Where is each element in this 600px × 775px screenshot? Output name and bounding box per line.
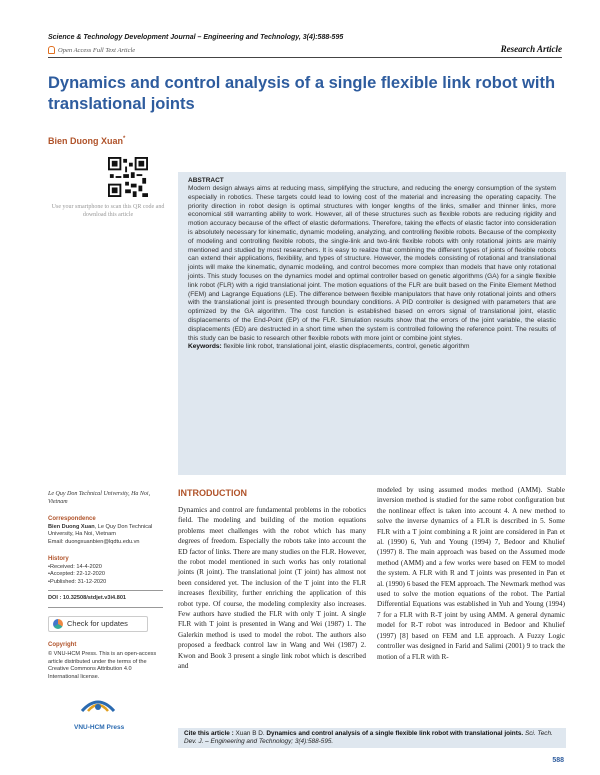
history-received: • Received: 14-4-2020 <box>48 564 163 572</box>
sidebar-divider <box>48 607 163 608</box>
abstract-body <box>188 185 556 352</box>
correspondence-heading: Correspondence <box>48 516 96 522</box>
qr-caption: Use your smartphone to scan this QR code and download this article <box>51 204 165 218</box>
history-accepted: • Accepted: 22-12-2020 <box>48 571 163 579</box>
correspondence-details <box>48 524 163 539</box>
introduction-paragraph-left: Dynamics and control are fundamental problems in the robotics field. The modeling and building of the motion equations problems meet challenges with the robot which has many degrees of freedom. Especially the robots take into account the ED factor of links. There are many studies on the FLR. However, the robot model mentioned in such works has only rotational joints (R joint). The translational joint (T joint) has almost not been considered yet. The inclusion of the T joint into the FLR increases flexibility, further enriching the application of this robot type. Of course, the modeling complexity also increases. Few authors have studied the FLR with only T joint. A single FLR with T joint is presented in Wang and Wei (1987) 1. The Galerkin method is used to model the robot. The authors also proposed a feedback control law in Wang and Wei (1987) 2. Kwon and Book 3 present a single link robot which is described and <box>178 506 367 671</box>
author-name-text: Bien Duong Xuan <box>48 136 123 146</box>
journal-header: Science & Technology Development Journal – Engineering and Technology, 3(4):588-595 <box>48 34 344 41</box>
doi-link[interactable]: DOI : 10.32508/stdjet.v3i4.801 <box>48 595 127 601</box>
open-access-text: Open Access Full Text Article <box>58 46 136 54</box>
check-for-updates-button[interactable] <box>48 616 148 632</box>
affiliation: Le Quy Don Technical University, Ha Noi, Vietnam <box>48 491 151 505</box>
correspondent-affiliation: , Le Quy Don Technical University, Ha Noi, Vietnam <box>48 523 153 537</box>
open-access-label <box>48 46 135 54</box>
citation-authors: Xuan B D. <box>235 730 265 737</box>
correspondent-name: Bien Duong Xuan <box>48 523 95 530</box>
citation-box <box>178 728 566 748</box>
article-title: Dynamics and control analysis of a single flexible link robot with translational joints <box>48 74 556 113</box>
history-heading: History <box>48 556 69 562</box>
vnu-hcm-press-logo-icon <box>78 689 118 719</box>
body-column-right <box>377 485 565 662</box>
abstract-text: Modern design always aims at reducing mass, simplifying the structure, and reducing the energy consumption of the system especially in robotics. These targets could lead to lowing cost of the material and increasing the operating capacity. The priority direction in robot design is optimal structures with longer lengths of the links, smaller and thinner links, more economical still warranting ability to work. However, all of these structures such as flexible robots are reducing rigidity and motion accuracy because of the effect of elastic deformations. Therefore, taking the effects of elastic factor into consideration is absolutely necessary for kinematic, dynamic modeling, analyzing, and controlling flexible robots. Because of the complexity of modeling and controlling flexible robots, the single-link and two-link flexible robots with only rotational joints are mainly mentioned and studied by most researchers. It is easy to realize that combining the different types of joints of flexible robots can extend their applications, flexibility, and types of structure. However, the models consisting of rotational and translational joints will make the kinematic, dynamic modeling, and control becomes more complex than models that have only rotational joints. This study focuses on the dynamics model and optimal controller based on genetic algorithms (GA) for a single flexible link robot (FLR) with a rigid translational joint. The motion equations of the FLR are built based on the Finite Element Method (FEM) and Lagrange Equations (LE). The difference between flexible manipulators that have only rotational joints and others with the translational joint is presented through boundary conditions. A PID controller is designed with parameters that are optimized by the GA algorithm. The cost function is established based on errors signal of translational joint, elastic displacements of the End-Point (EP) of the FLR. Simulation results show that the errors of the joint variable, the elastic displacements (ED) are destructed in a short time when the system is controlled following the reference point. The results of this study can be basic to research other flexible robots with more joint or combine joint styles. <box>188 185 556 342</box>
author-name[interactable] <box>48 136 125 146</box>
open-access-lock-icon <box>48 46 55 54</box>
keywords-text: flexible link robot, translational joint, elastic displacements, control, genetic algorithm <box>223 343 470 351</box>
qr-code-icon[interactable] <box>108 157 148 197</box>
abstract-box <box>178 172 566 475</box>
citation-title: Dynamics and control analysis of a single flexible link robot with translational joints. <box>266 730 524 737</box>
sidebar-divider <box>48 590 163 591</box>
introduction-paragraph-right: modeled by using assumed modes method (AMM). Stable inversion method is studied for the same robot configuration but the nonlinear effect is taken into account 4. A new method to solve the inverse dynamics of a FLR is described in 5. Some FLR with a T joint combining a R joint are considered in Pan et al. (1990) 6, Yuh and Young (1994) 7, Bedoor and Khulief (1997) 8. The main approach was based on the Assumed mode method (AMM) and a few works were based on FEM to model the system. A FLR with R and T joints was presented in Pan et al. (1990) 6 based the FEM approach. The Newmark method was used to solve the motion equations of the robot. The Partial Differential Equations was established in Yuh and Young (1994) 7 for a FLR with R-T joint by using AMM. A general dynamic model for R-T robot was introduced in Bedoor and Khulief (1997) [8] based on FEM and LE approach. A Fuzzy Logic controller was designed in Farid and Salimi (2001) 9 to track the motion of a FLR with R- <box>377 486 565 661</box>
introduction-heading: INTRODUCTION <box>178 488 247 498</box>
citation-source: Sci. Tech. Dev. J. – Engineering and Technology; 3(4):588-595. <box>184 730 553 746</box>
history-published: • Published: 31-12-2020 <box>48 579 163 587</box>
abstract-heading: ABSTRACT <box>188 177 224 184</box>
history-list <box>48 564 163 587</box>
copyright-text: © VNU-HCM Press. This is an open-access article distributed under the terms of the Creative Commons Attribution 4.0 International license. <box>48 651 157 680</box>
body-column-left <box>178 485 366 672</box>
keywords-label: Keywords: <box>188 343 222 351</box>
crossmark-icon <box>53 619 63 629</box>
check-for-updates-label: Check for updates <box>67 618 128 628</box>
citation-label: Cite this article : <box>184 730 234 737</box>
article-type: Research Article <box>500 44 562 54</box>
press-name: VNU-HCM Press <box>74 723 125 731</box>
copyright-heading: Copyright <box>48 641 77 648</box>
correspondent-email[interactable]: Email: duongxuanbien@lqdtu.edu.vn <box>48 538 140 545</box>
article-sidebar <box>48 490 163 731</box>
page-number: 588 <box>552 757 564 764</box>
header-divider <box>48 57 562 58</box>
author-mark: * <box>123 136 126 142</box>
